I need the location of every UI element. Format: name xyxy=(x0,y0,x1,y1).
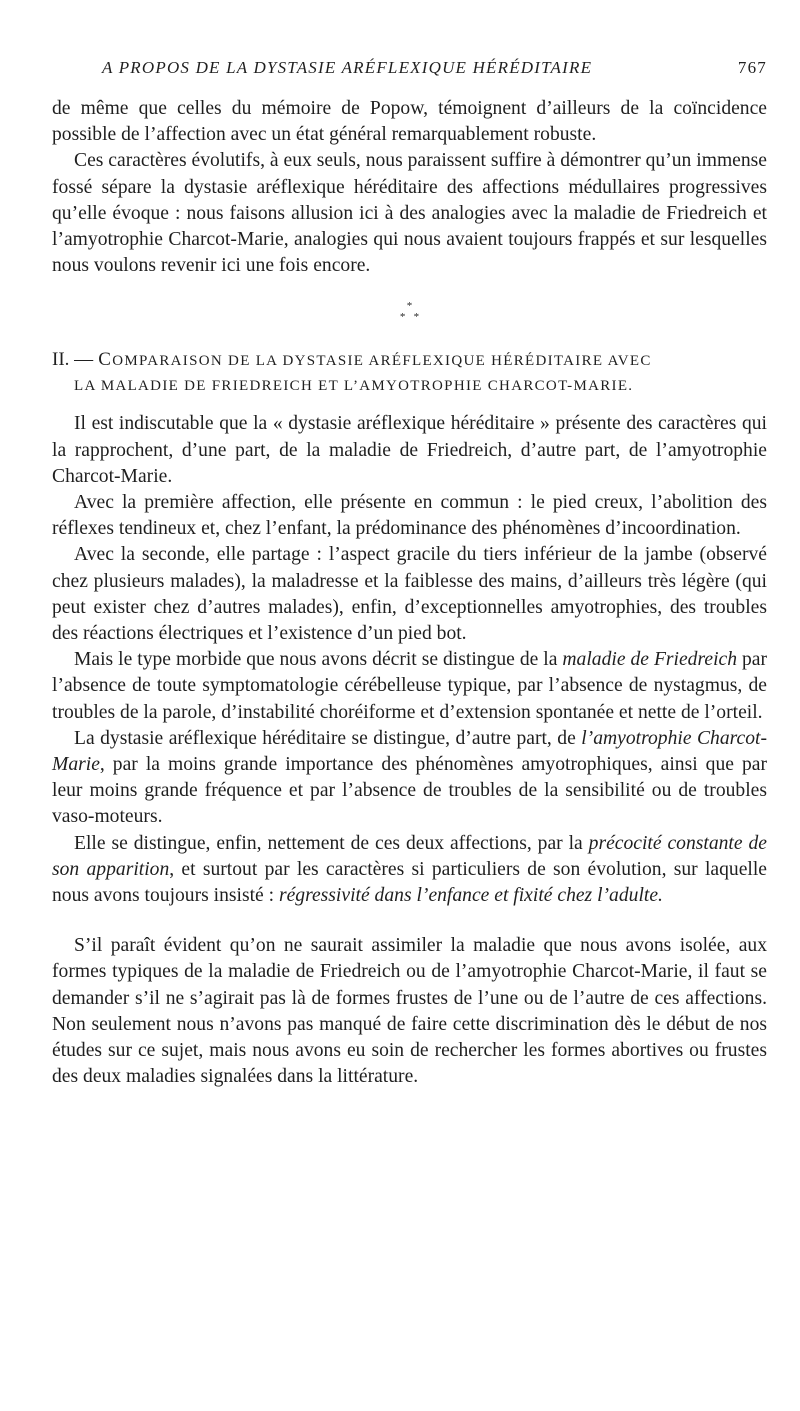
text-run: Mais le type morbide que nous avons décrit se distingue de la xyxy=(74,649,563,671)
paragraph: Avec la première affection, elle présente en commun : le pied creux, l’abolition des réflexes tendineux et, chez l’enfant, la prédominance des phénomènes d’incoordination. xyxy=(52,492,767,540)
page-number: 767 xyxy=(737,58,767,77)
text-run: , par la moins grande importance des phénomènes amyotrophiques, ainsi que par leur moins grande fréquence et par l’absence de troubles de la sensibilité ou de troubles vaso-moteurs. xyxy=(52,754,767,828)
paragraph xyxy=(52,726,767,831)
page-body xyxy=(52,96,767,1091)
section-title-line1: OMPARAISON DE LA DYSTASIE ARÉFLEXIQUE HÉRÉDITAIRE AVEC xyxy=(112,353,652,370)
section-title-line2: LA MALADIE DE FRIEDREICH ET L’AMYOTROPHIE CHARCOT-MARIE. xyxy=(74,378,634,395)
section-number: II. — xyxy=(52,349,94,371)
paragraph: de même que celles du mémoire de Popow, témoignent d’ailleurs de la coïncidence possible de l’affection avec un état général remarquablement robuste. xyxy=(52,98,767,146)
text-run: par l’absence de toute symptomatologie cérébelleuse typique, par l’absence de nystagmus, de troubles de la parole, d’instabilité choréiforme et d’extension spontanée et nette de l’orteil. xyxy=(52,649,768,723)
paragraph: S’il paraît évident qu’on ne saurait assimiler la maladie que nous avons isolée, aux formes typiques de la maladie de Friedreich ou de l’amyotrophie Charcot-Marie, il faut se demander s’il ne s’agirait pas là de formes frustes de l’une ou de l’autre de ces affections. Non seulement nous n’avons pas manqué de faire cette discrimination dès le début de nos études sur ce sujet, mais nous avons eu soin de rechercher les formes abortives ou frustes des deux maladies signalées dans la littérature. xyxy=(52,935,767,1088)
running-header xyxy=(52,58,767,86)
asterism-bottom: * * xyxy=(399,311,420,324)
emphasis: l’amyotrophie Charcot-Marie xyxy=(52,727,768,776)
section-heading xyxy=(52,347,767,399)
paragraph: Ces caractères évolutifs, à eux seuls, nous paraissent suffire à démontrer qu’un immense fossé sépare la dystasie aréflexique héréditaire des affections médullaires progressives qu’elle évoque : nous faisons allusion ici à des analogies avec la maladie de Friedreich et l’amyotrophie Charcot-Marie, analogies qui nous avaient toujours frappés et sur lesquelles nous voulons revenir ici une fois encore. xyxy=(52,150,767,277)
paragraph: Avec la seconde, elle partage : l’aspect gracile du tiers inférieur de la jambe (observé chez plusieurs malades), la maladresse et la faiblesse des mains, d’ailleurs très légère (qui peut exister chez d’autres malades), enfin, d’exceptionnelles amyotrophies, des troubles des réactions électriques et l’existence d’un pied bot. xyxy=(52,544,767,645)
text-run: Elle se distingue, enfin, nettement de ces deux affections, par la xyxy=(74,832,589,854)
text-run: La dystasie aréflexique héréditaire se distingue, d’autre part, de xyxy=(74,727,582,749)
text-run: , et surtout par les caractères si particuliers de son évolution, sur laquelle nous avons toujours insisté : xyxy=(52,858,767,907)
paragraph xyxy=(52,647,767,726)
running-title: A PROPOS DE LA DYSTASIE ARÉFLEXIQUE HÉRÉDITAIRE xyxy=(102,58,593,77)
emphasis: régressivité dans l’enfance et fixité chez l’adulte. xyxy=(278,885,663,907)
emphasis: précocité constante de son apparition xyxy=(52,832,767,880)
paragraph xyxy=(52,831,767,910)
emphasis: maladie de Friedreich xyxy=(562,649,738,671)
paragraph: Il est indiscutable que la « dystasie aréflexique héréditaire » présente des caractères qui la rapprochent, d’une part, de la maladie de Friedreich, d’autre part, de l’amyotrophie Charcot-Marie. xyxy=(52,413,767,487)
asterism-separator xyxy=(52,301,767,323)
asterism-top: * xyxy=(406,300,413,313)
section-title-initial: C xyxy=(98,349,113,371)
